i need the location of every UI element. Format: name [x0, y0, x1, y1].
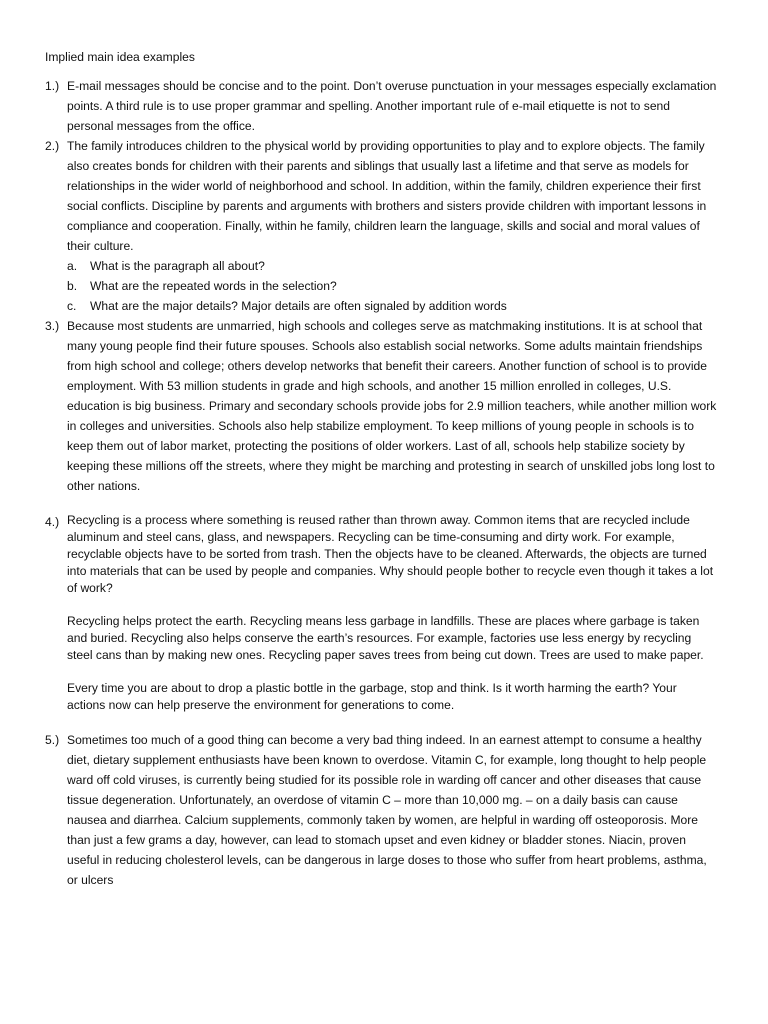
paragraph: Recycling helps protect the earth. Recycling means less garbage in landfills. These are places where garbage is taken and buried. Recycling also helps conserve the earth’s resources. For example, factories use less energy by recycling steel cans than by making new ones. Recycling paper saves trees from being cut down. Trees are used to make paper.: [67, 614, 704, 662]
paragraph: Sometimes too much of a good thing can become a very bad thing indeed. In an earnest attempt to consume a healthy diet, dietary supplement enthusiasts have been known to overdose. Vitamin C, for example, long thought to help people ward off cold viruses, is currently being studied for its possible role in warding off cancer and other diseases that cause tissue degeneration. Unfortunately, an overdose of vitamin C – more than 10,000 mg. – on a daily basis can cause nausea and diarrhea. Calcium supplements, commonly taken by women, are helpful in warding off osteoporosis. More than just a few grams a day, however, can lead to stomach upset and even kidney or bladder stones. Niacin, proven useful in reducing cholesterol levels, can be dangerous in large doses to those who suffer from heart problems, asthma, or ulcers: [67, 733, 707, 887]
item-body: [67, 512, 718, 714]
question-text: What are the major details? Major details are often signaled by addition words: [90, 299, 507, 313]
item-number: 1.): [45, 79, 60, 93]
question-item: [67, 296, 718, 316]
list-item-1: [45, 76, 718, 136]
paragraph: The family introduces children to the physical world by providing opportunities to play and to explore objects. The family also creates bonds for children with their parents and siblings that usually last a lifetime and that serve as models for relationships in the wider world of neighborhood and school. In addition, within the family, children experience their first social conflicts. Discipline by parents and arguments with brothers and sisters provide children with important lessons in compliance and cooperation. Finally, within he family, children learn the language, skills and social and moral values of their culture.: [67, 139, 707, 253]
item-number: 4.): [45, 515, 60, 529]
paragraph: Every time you are about to drop a plastic bottle in the garbage, stop and think. Is it worth harming the earth? Your actions now can help preserve the environment for generations to come.: [67, 681, 677, 712]
question-list: [67, 256, 718, 316]
question-item: [67, 276, 718, 296]
item-number: 2.): [45, 139, 60, 153]
list-item-5: [45, 730, 718, 890]
item-body: [67, 76, 718, 136]
item-body: [67, 136, 718, 316]
item-body: [67, 730, 718, 890]
paragraph: Because most students are unmarried, high schools and colleges serve as matchmaking institutions. It is at school that many young people find their future spouses. Schools also establish social networks. Some adults maintain friendships from high school and college; others develop networks that benefit their careers. Another function of school is to provide employment. With 53 million students in grade and high schools, and another 15 million enrolled in colleges, U.S. education is big business. Primary and secondary schools provide jobs for 2.9 million teachers, while another million work in colleges and universities. Schools also help stabilize employment. To keep millions of young people in schools is to keep them out of labor market, protecting the positions of older workers. Last of all, schools help stabilize society by keeping these millions off the streets, where they might be marching and protesting in search of unskilled jobs long lost to other nations.: [67, 319, 717, 493]
list-item-3: [45, 316, 718, 496]
item-number: 3.): [45, 319, 60, 333]
list-item-4: [45, 512, 718, 714]
list-item-2: [45, 136, 718, 316]
question-text: What is the paragraph all about?: [90, 259, 265, 273]
question-text: What are the repeated words in the selection?: [90, 279, 337, 293]
paragraph: Recycling is a process where something is reused rather than thrown away. Common items that are recycled include aluminum and steel cans, glass, and newspapers. Recycling can be time-consuming and dirty work. For example, recyclable objects have to be sorted from trash. Then the objects have to be cleaned. Afterwards, the objects are turned into materials that can be used by people and companies. Why should people bother to recycle even though it takes a lot of work?: [67, 513, 714, 595]
question-label: a.: [67, 259, 78, 273]
question-label: b.: [67, 279, 78, 293]
paragraph: E-mail messages should be concise and to the point. Don’t overuse punctuation in your messages especially exclamation points. A third rule is to use proper grammar and spelling. Another important rule of e-mail etiquette is not to send personal messages from the office.: [67, 79, 717, 133]
question-label: c.: [67, 299, 77, 313]
question-item: [67, 256, 718, 276]
item-number: 5.): [45, 733, 60, 747]
item-body: [67, 316, 718, 496]
document-title: Implied main idea examples: [45, 50, 195, 64]
